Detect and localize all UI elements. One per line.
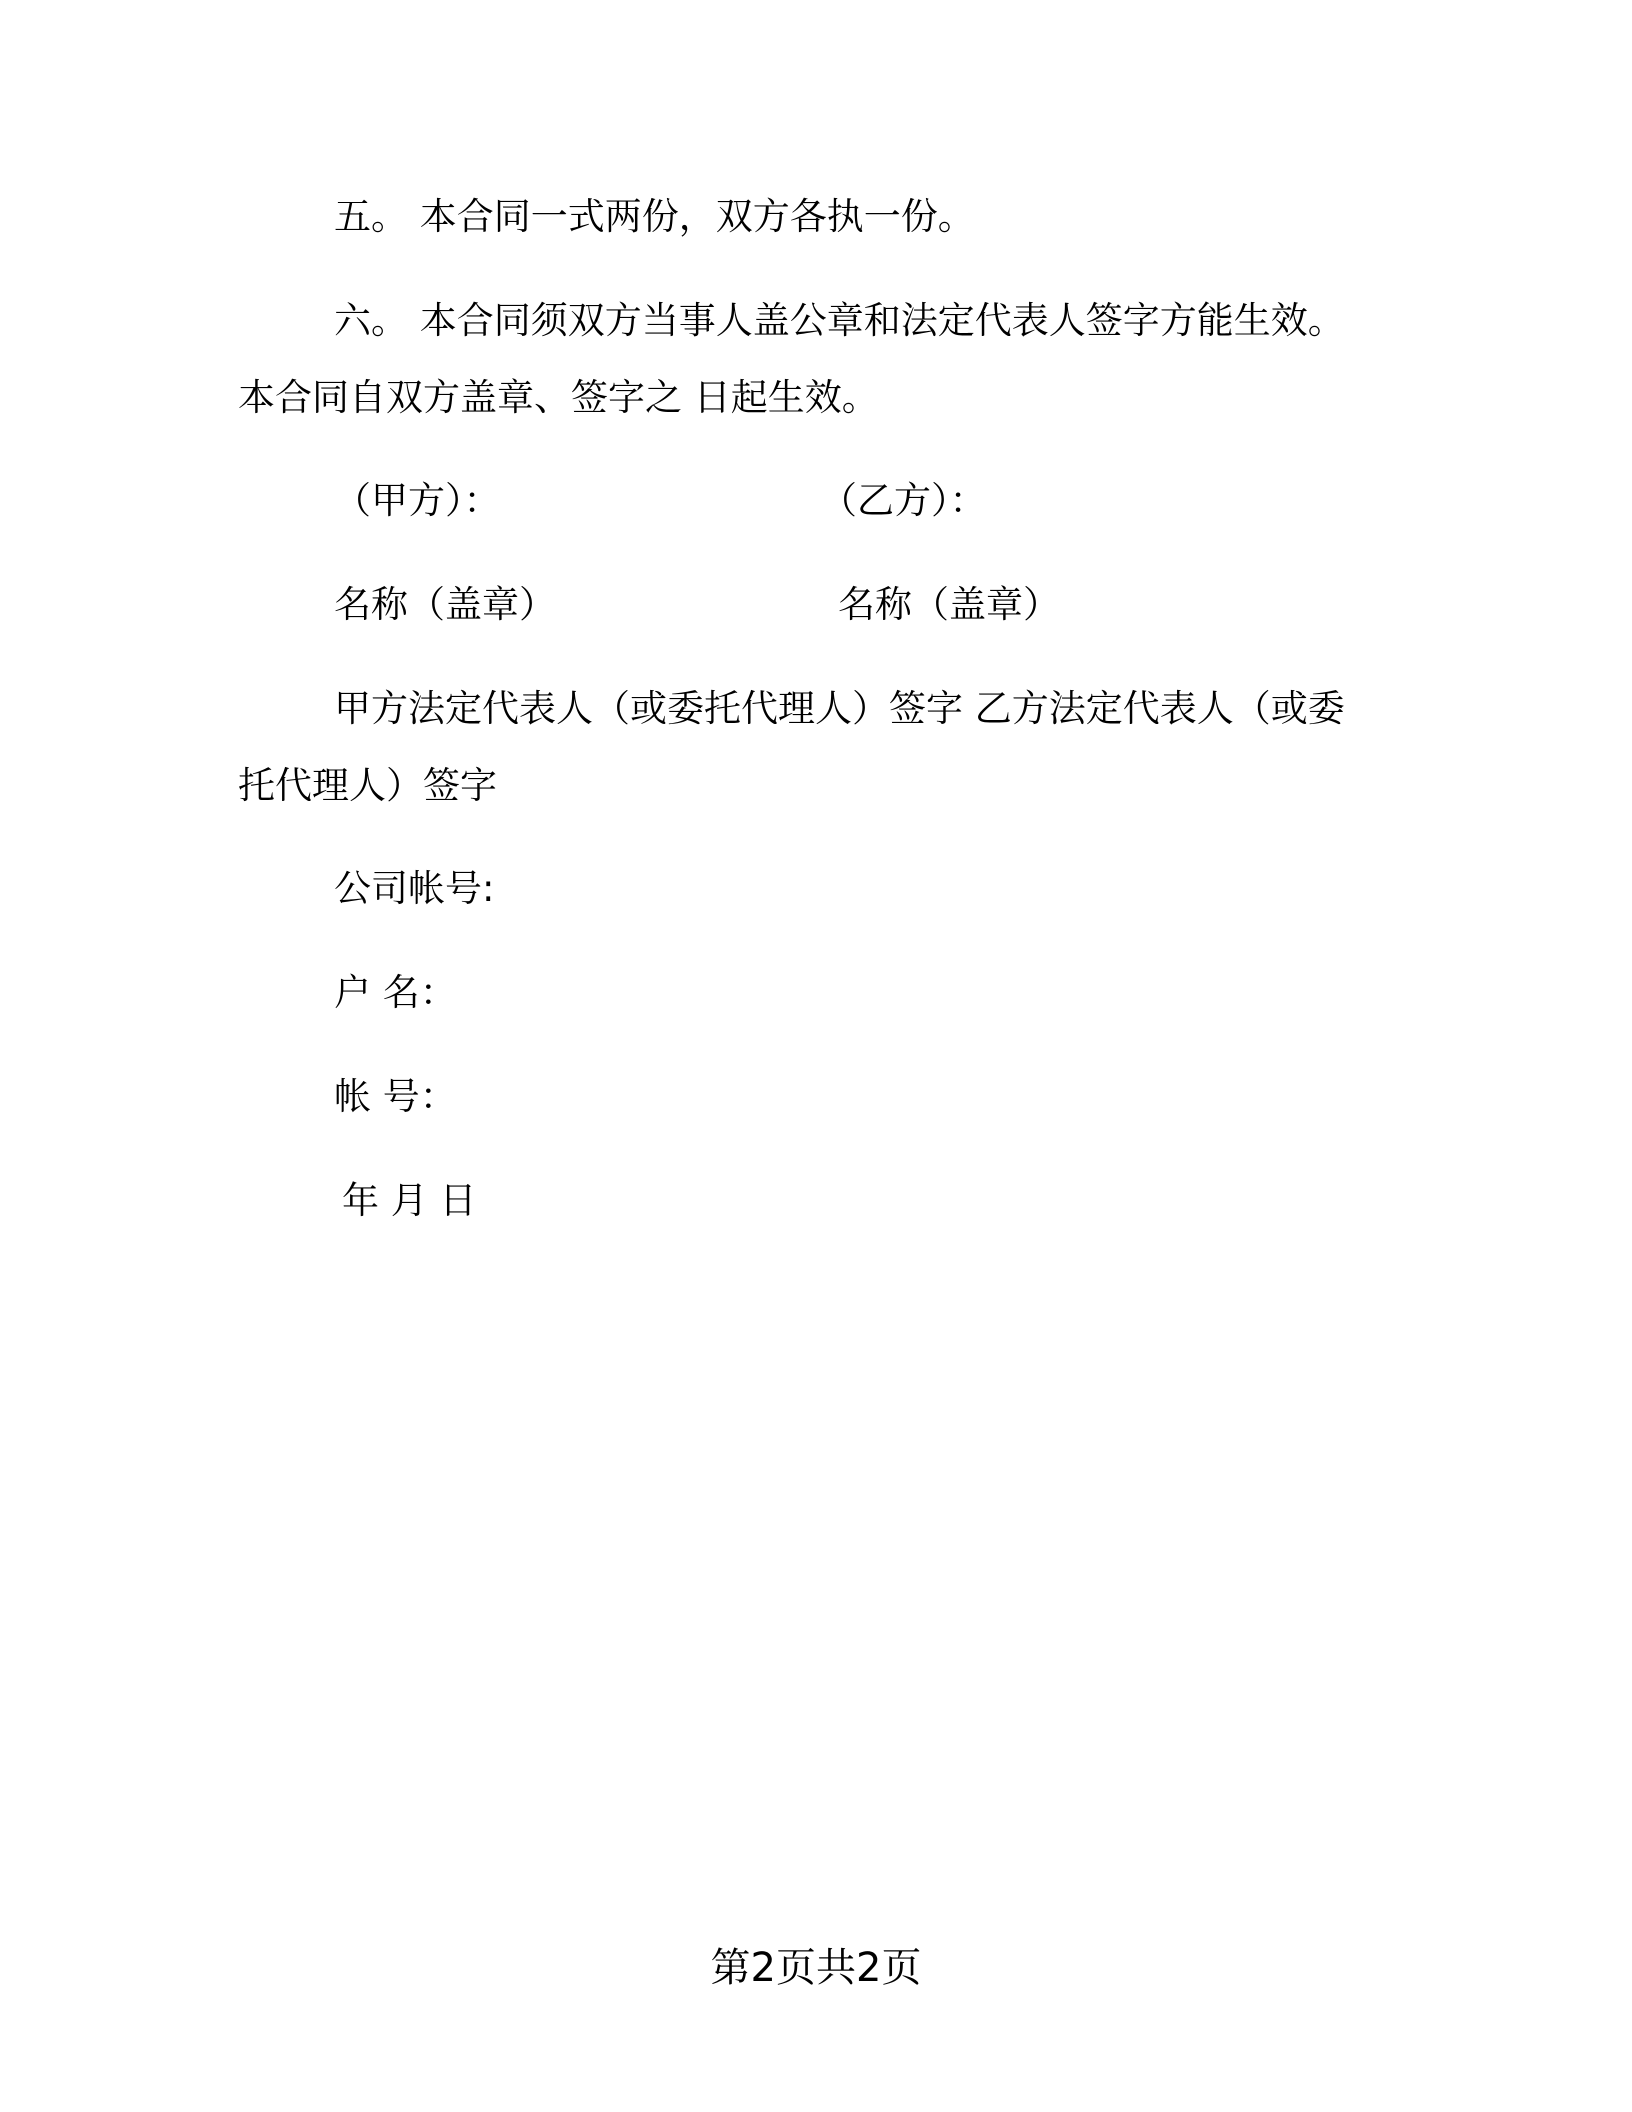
party-b-name-seal-label: 名称（盖章） — [838, 583, 1060, 626]
party-a-label: （甲方）： — [334, 479, 501, 522]
date-label: 年 月 日 — [342, 1179, 477, 1222]
party-b-label: （乙方）： — [820, 479, 987, 522]
representative-signatures: 甲方法定代表人（或委托代理人）签字 乙方法定代表人（或委托代理人）签字 — [238, 687, 1345, 807]
account-number-label: 帐 号： — [334, 1075, 457, 1118]
clause-six: 六。 本合同须双方当事人盖公章和法定代表人签字方能生效。本合同自双方盖章、签字之 日起生效。 — [238, 299, 1345, 419]
party-a-name-seal-label: 名称（盖章） — [334, 583, 556, 626]
clause-five: 五。 本合同一式两份，双方各执一份。 — [334, 195, 975, 238]
company-account-label: 公司帐号: — [334, 867, 495, 910]
page-number-footer: 第2页共2页 — [710, 1945, 922, 1991]
account-name-label: 户 名： — [334, 971, 457, 1014]
